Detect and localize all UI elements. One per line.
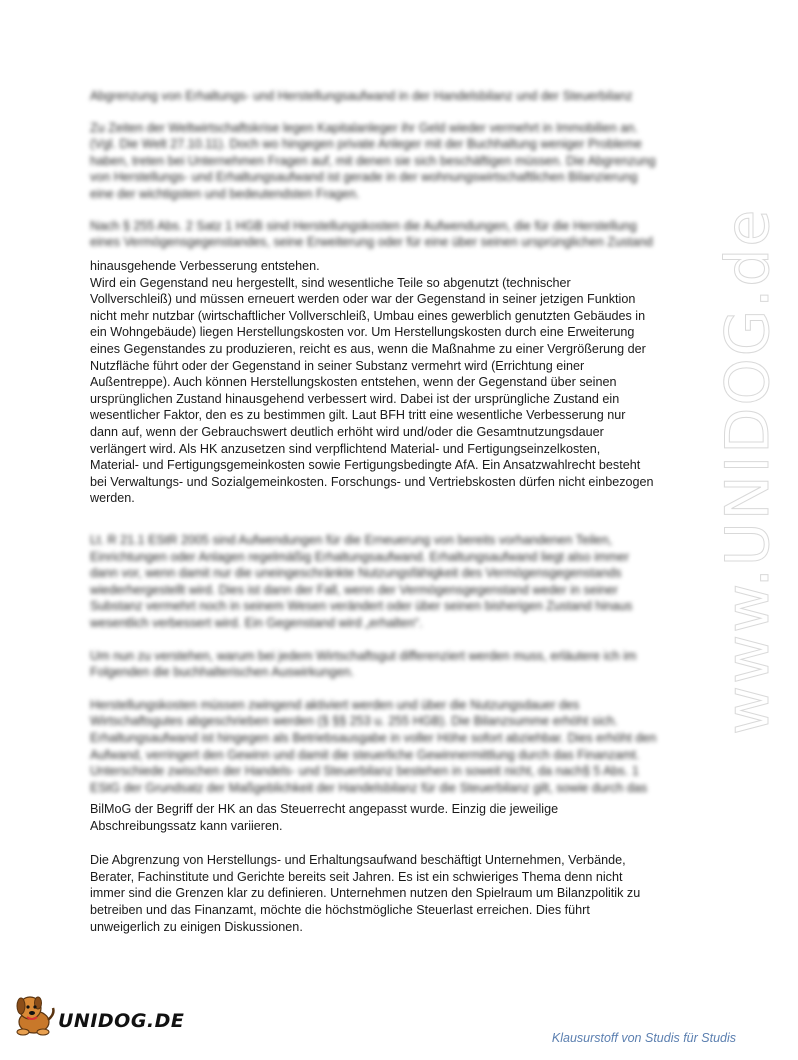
conclusion-paragraph [90,852,660,935]
blurred-intro [90,88,660,266]
footer-slogan: Klausurstoff von Studis für Studis [551,1031,736,1045]
text-line: BilMoG der Begriff der HK an das Steuerrecht angepasst wurde. Einzig die jeweilige [90,802,559,816]
text-line: EStG der Grundsatz der Maßgeblichkeit der Handelsbilanz für die Steuerbilanz gilt, sowie durch das [90,780,648,795]
text-line: Vollverschleiß) und müssen erneuert werden oder war der Gegenstand in seiner jetzigen Funktion [90,292,636,307]
text-line: Nach § 255 Abs. 2 Satz 1 HGB sind Herstellungskosten die Aufwendungen, die für die Herstellung [90,218,637,233]
text-line: Lt. R 21.1 EStR 2005 sind Aufwendungen für die Erneuerung von bereits vorhandenen Teilen, [90,533,613,547]
text-line: immer sind die Grenzen klar zu definieren. Unternehmen nutzen den Spielraum um Bilanzpolitik zu [90,886,641,901]
text-line: Abschreibungssatz kann variieren. [90,818,283,833]
text-line: unweigerlich zu einigen Diskussionen. [90,919,303,934]
text-line: Wirtschaftsgutes abgeschrieben werden (§ §§ 253 u. 255 HGB). Die Bilanzsumme erhöht sich. [90,714,618,729]
text-line: hinausgehende Verbesserung entstehen. [90,259,320,273]
watermark-text: www.UNIDOG.de [713,207,783,735]
text-line: werden. [90,491,135,506]
logo-text: UNIDOG.DE [58,1010,185,1032]
blurred-middle [90,532,660,811]
text-line: dann vor, wenn damit nur die uneingeschränkte Nutzungsfähigkeit des Vermögensgegenstands [90,566,622,581]
footer-logo[interactable] [8,990,184,1036]
text-line: verlängert wird. Als HK anzusetzen sind verpflichtend Material- und Fertigungseinzelkosten, [90,441,601,456]
text-line: Berater, Fachinstitute und Gerichte bereits seit Jahren. Es ist ein schwieriges Thema denn nicht [90,869,623,884]
text-line: Außentreppe). Auch können Herstellungskosten entstehen, wenn der Gegenstand über seinen [90,375,617,390]
text-line: betreiben und das Finanzamt, möchte die höchstmögliche Steuerlast erreichen. Dies führt [90,902,590,917]
clear-ending [90,801,660,950]
text-line: Folgenden die buchhalterischen Auswirkungen. [90,665,354,680]
accounting-paragraph [90,697,660,797]
dog-mascot-icon [8,990,58,1036]
text-line: wesentlicher Faktor, den es zu bestimmen gilt. Laut BFH tritt eine wesentliche Verbesserung nur [90,408,626,423]
text-line: eines Vermögensgegenstandes, seine Erweiterung oder für eine über seinen ursprünglichen Zustand [90,235,653,250]
maintenance-paragraph [90,532,660,632]
text-line: von Herstellungs- und Erhaltungsaufwand ist gerade in der wohnungswirtschaftlichen Bilanzierung [90,170,638,185]
text-line: eine der wichtigsten und bedeutendsten Fragen. [90,186,360,201]
text-line: haben, treten bei Unternehmen Fragen auf, mit denen sie sich beschäftigen müssen. Die Abgrenzung [90,153,656,168]
text-line: Herstellungskosten müssen zwingend aktiviert werden und über die Nutzungsdauer des [90,697,580,712]
text-line: dann auf, wenn der Gebrauchswert deutlich erhöht wird und/oder die Gesamtnutzungsdauer [90,424,604,439]
definition-paragraph [90,218,660,251]
text-line: Nutzfläche führt oder der Gegenstand in seiner Substanz vermehrt wird (Errichtung einer [90,358,585,373]
transition-paragraph [90,648,660,681]
text-line: ein Wohngebäude) liegen Herstellungskosten vor. Um Herstellungskosten durch eine Erweiterung [90,325,635,340]
text-line: wiederhergestellt wird. Dies ist dann der Fall, wenn der Vermögensgegenstand weder in seiner [90,582,618,597]
text-line: Die Abgrenzung von Herstellungs- und Erhaltungsaufwand beschäftigt Unternehmen, Verbände, [90,853,626,868]
text-line: nicht mehr nutzbar (wirtschaftlicher Vollverschleiß, Umbau eines gewerblich genutzten Gebäudes in [90,308,646,323]
text-line: Einrichtungen oder Anlagen regelmäßig Erhaltungsaufwand. Erhaltungsaufwand liegt also immer [90,549,630,564]
text-line: Aufwand, verringert den Gewinn und damit die steuerliche Gewinnermittlung durch das Finanzamt. [90,747,640,762]
text-line: Wird ein Gegenstand neu hergestellt, sind wesentliche Teile so abgenutzt (technischer [90,275,571,290]
tail-paragraph [90,801,660,834]
text-line: Um nun zu verstehen, warum bei jedem Wirtschaftsgut differenziert werden muss, erläutere ich im [90,648,637,663]
text-line: wesentlich verbessert wird. Ein Gegenstand wird „erhalten“. [90,615,423,630]
text-line: eines Gegenstandes zu produzieren, reicht es aus, wenn die Maßnahme zu einer Vergrößerung der [90,341,646,356]
title-line: Abgrenzung von Erhaltungs- und Herstellungsaufwand in der Handelsbilanz und der Steuerbilanz [90,89,633,103]
text-line: ursprünglichen Zustand hinausgehend verbessert wird. Dabei ist der ursprüngliche Zustand ein [90,391,620,406]
intro-paragraph [90,120,660,203]
text-line: Zu Zeiten der Weltwirtschaftskrise legen Kapitalanleger ihr Geld wieder vermehrt in Immobilien an. [90,120,638,135]
text-line: Material- und Fertigungsgemeinkosten sowie Fertigungsbedingte AfA. Ein Ansatzwahlrecht besteht [90,458,641,473]
document-title [90,88,660,105]
clear-section [90,258,660,507]
text-line: bei Verwaltungs- und Sozialgemeinkosten. Forschungs- und Vertriebskosten dürfen nicht einbezogen [90,474,654,489]
text-line: Erhaltungsaufwand ist hingegen als Betriebsausgabe in voller Höhe sofort abziehbar. Dies erhöht den [90,730,657,745]
text-line: (Vgl. Die Welt 27.10.11). Doch wo hingegen private Anleger mit der Buchhaltung weniger Probleme [90,137,642,152]
text-line: Unterschiede zwischen der Handels- und Steuerbilanz bestehen in soweit nicht, da nach§ 5 Abs. 1 [90,764,639,779]
text-line: Substanz vermehrt noch in seinem Wesen verändert oder über seinen bisherigen Zustand hinaus [90,599,633,614]
